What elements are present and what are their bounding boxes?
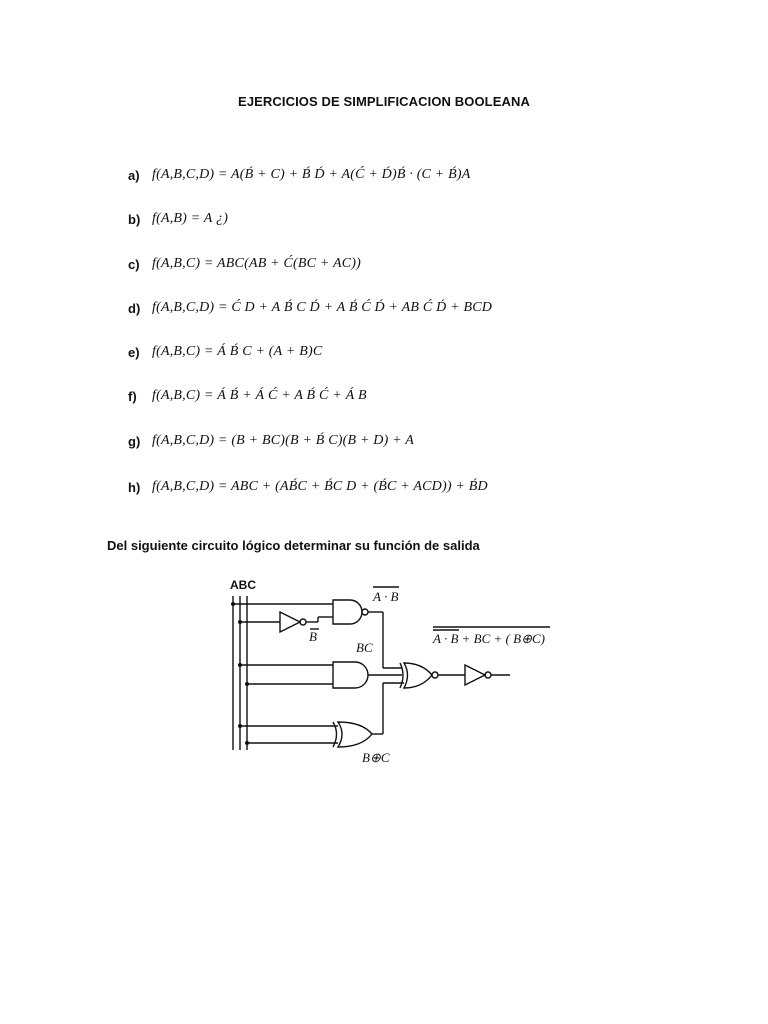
exercise-label: f) — [128, 388, 137, 404]
exercise-label: a) — [128, 167, 140, 183]
exercise-label: e) — [128, 344, 140, 360]
exercise-label: h) — [128, 479, 141, 495]
circuit-inputs-label: ABC — [230, 578, 256, 592]
page-title: EJERCICIOS DE SIMPLIFICACION BOOLEANA — [238, 94, 530, 109]
xor-output-label: B⊕C — [362, 750, 390, 765]
nand-output-label: A · B — [373, 589, 399, 604]
nand-gate — [333, 600, 362, 624]
exercise-expression: f(A,B) = A ¿) — [152, 211, 229, 226]
exercise-expression: f(A,B,C,D) = (B + BC)(B + B́ C)(B + D) + A — [152, 433, 415, 448]
exercise-label: c) — [128, 256, 140, 272]
exercise-expression: f(A,B,C,D) = Ć D + A B́ C D́ + A B́ Ć D́ + AB Ć D́ + BCD — [152, 300, 493, 315]
exercise-label: b) — [128, 211, 141, 227]
exercise-label: d) — [128, 300, 141, 316]
exercise-expression: f(A,B,C) = ABC(AB + Ć(BC + AC)) — [152, 256, 362, 271]
xor-gate — [338, 722, 372, 747]
exercise-expression: f(A,B,C,D) = ABC + (AB́C + B́C D + (B́C + ACD)) + B́D — [152, 479, 488, 494]
circuit-question: Del siguiente circuito lógico determinar su función de salida — [107, 538, 480, 553]
exercise-label: g) — [128, 433, 141, 449]
not-b-label: B — [309, 629, 317, 644]
exercise-expression: f(A,B,C) = Á B́ C + (A + B)C — [152, 344, 323, 359]
circuit-output-label: A · B + BC + ( B⊕C) — [433, 631, 545, 646]
not-gate-output — [465, 665, 485, 685]
not-gate-b — [280, 612, 300, 632]
nor-gate — [404, 663, 432, 688]
and-gate — [333, 662, 368, 688]
and-output-label: BC — [356, 640, 373, 655]
exercise-expression: f(A,B,C,D) = A(B́ + C) + B́ D́ + A(Ć + D́)B́ · (C + B́)A — [152, 167, 471, 182]
exercise-expression: f(A,B,C) = Á B́ + Á Ć + A B́ Ć + Á B — [152, 388, 367, 403]
